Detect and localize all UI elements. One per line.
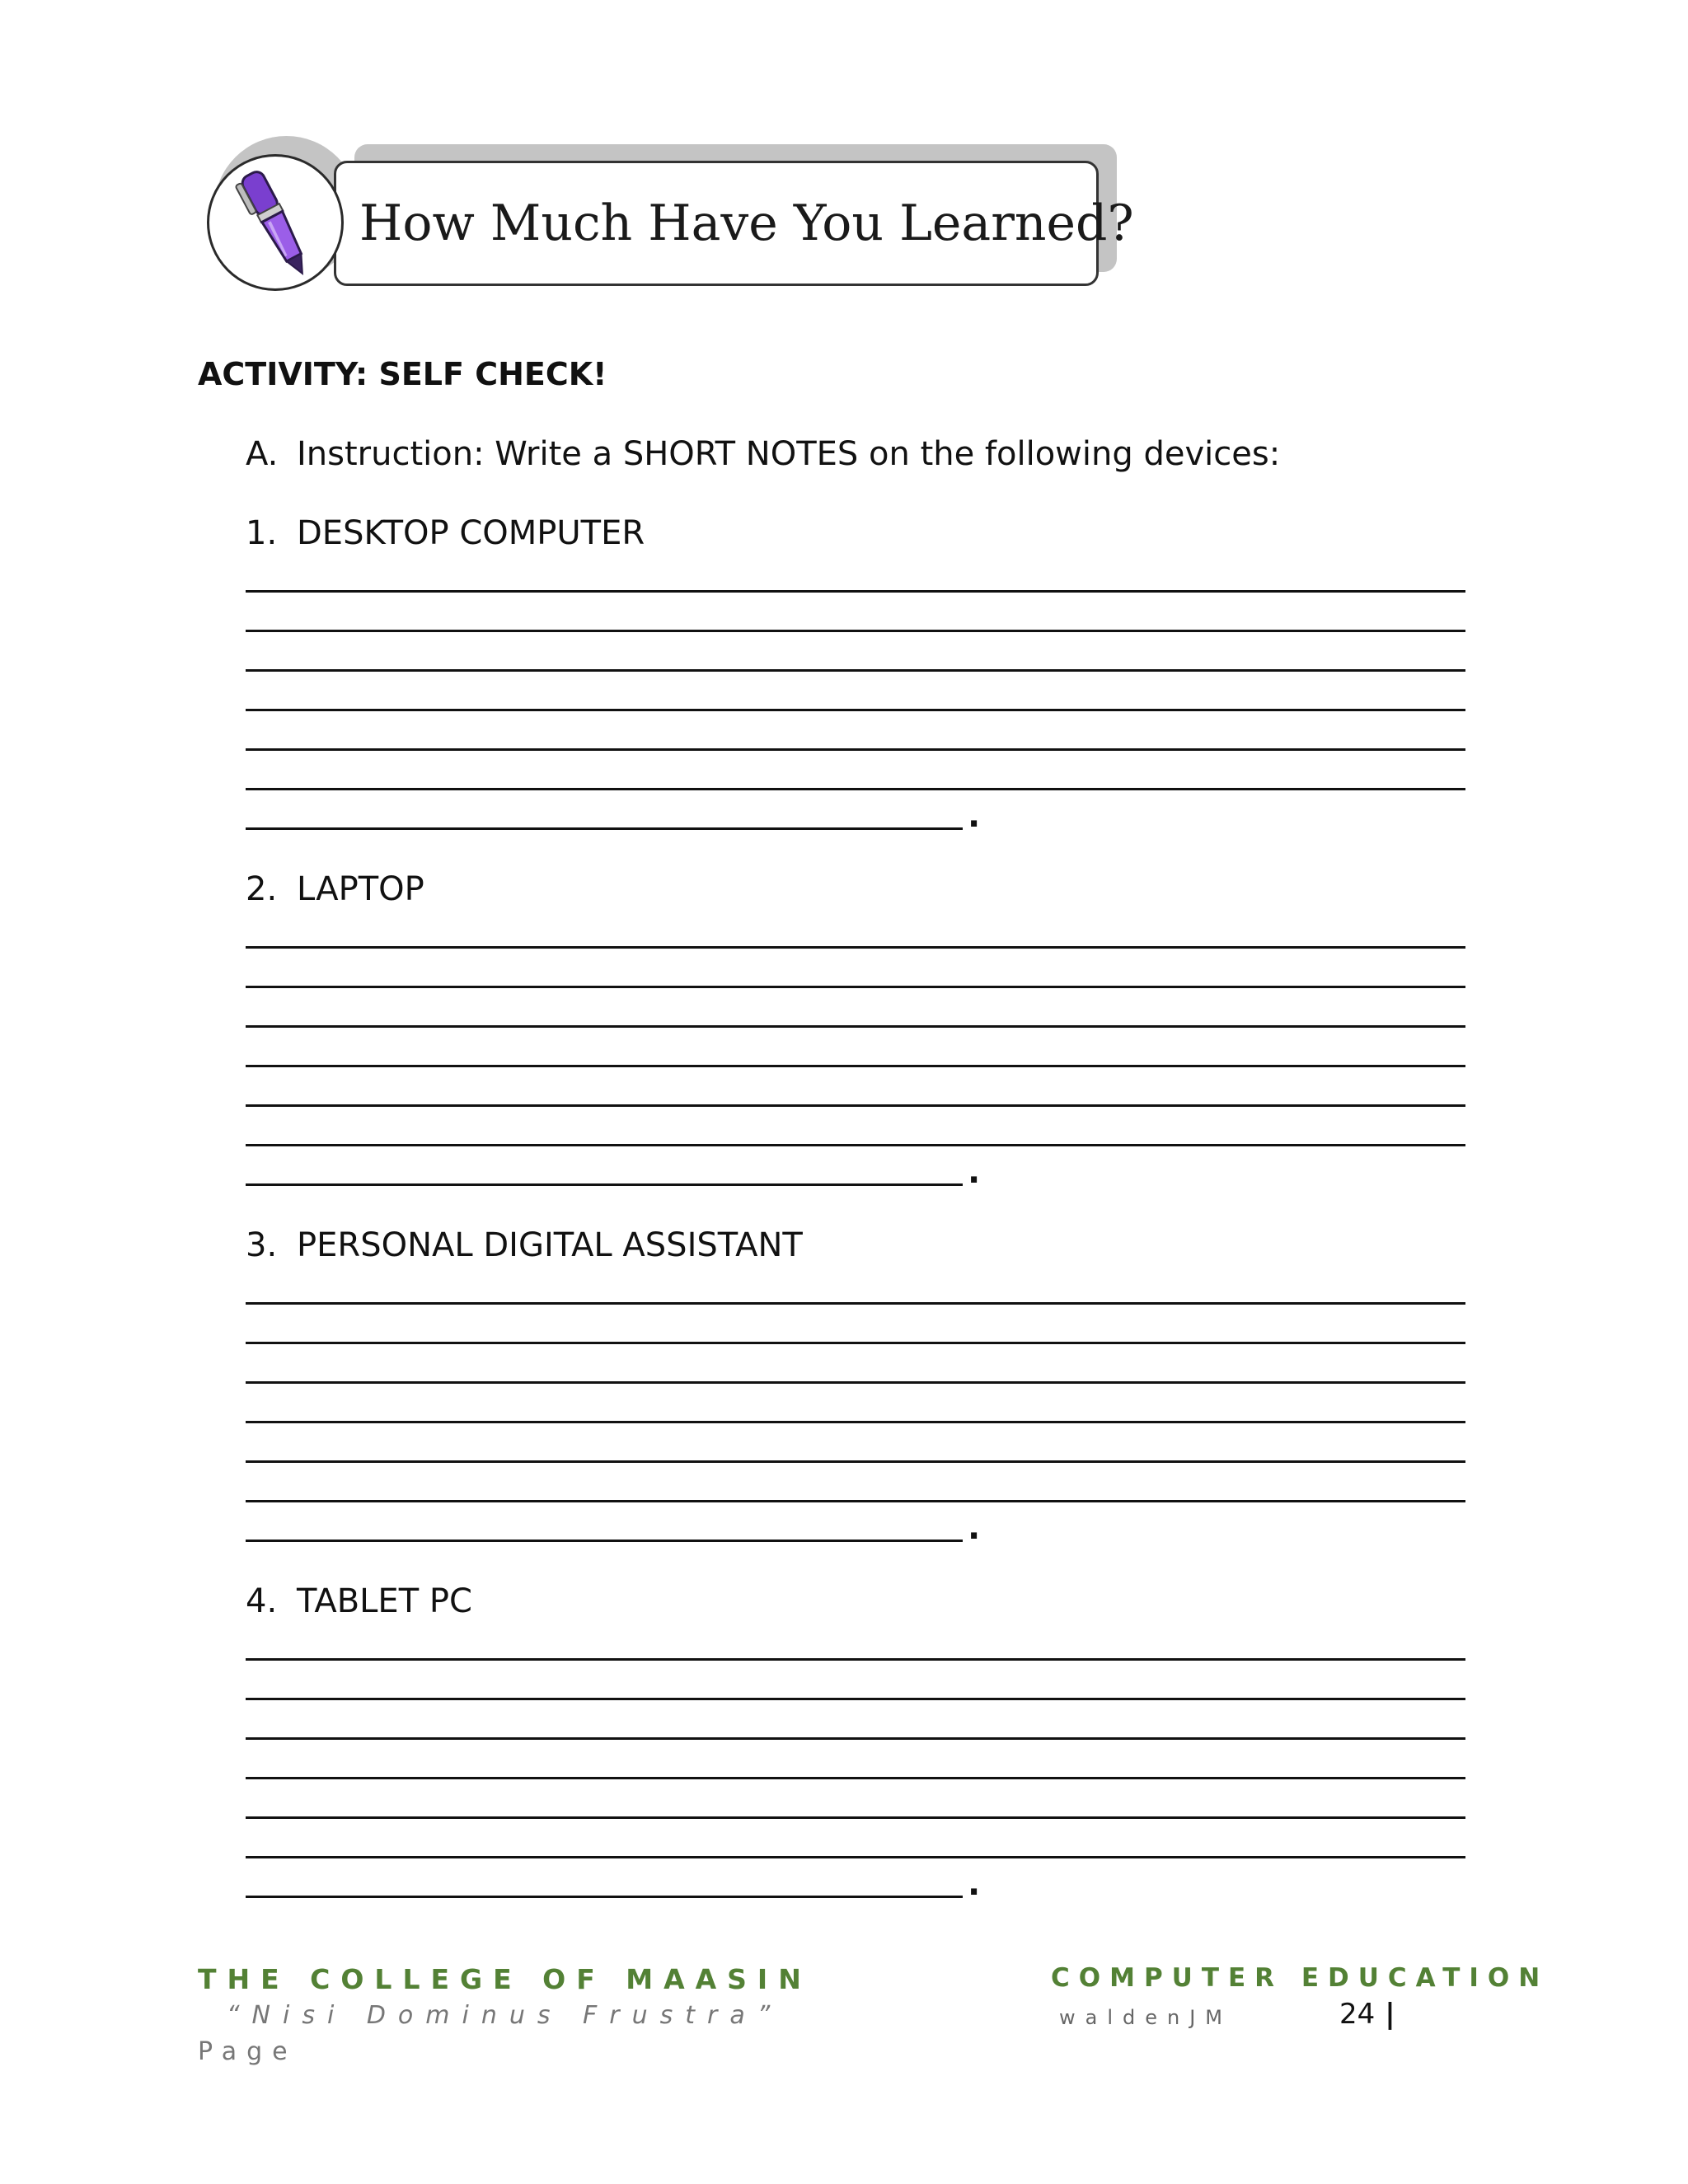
answer-line-last[interactable] — [246, 827, 963, 830]
answer-line[interactable] — [246, 1381, 1465, 1384]
instruction-text: Instruction: Write a SHORT NOTES on the following devices: — [297, 435, 1281, 473]
answer-line[interactable] — [246, 748, 1465, 751]
answer-line[interactable] — [246, 1342, 1465, 1344]
end-period: . — [968, 797, 981, 835]
answer-line[interactable] — [246, 709, 1465, 711]
item-title — [246, 1223, 1465, 1268]
footer-department: COMPUTER EDUCATION — [1051, 1963, 1550, 1993]
item-number: 3. — [246, 1226, 278, 1264]
answer-line[interactable] — [246, 1104, 1465, 1107]
item-desktop-computer — [246, 511, 1465, 835]
answer-line-last[interactable] — [246, 1183, 963, 1186]
item-label: PERSONAL DIGITAL ASSISTANT — [297, 1226, 803, 1264]
footer-page-word: Page — [198, 2037, 298, 2066]
instruction-marker: A. — [246, 435, 279, 473]
answer-lines[interactable] — [246, 590, 1465, 835]
item-title — [246, 867, 1465, 912]
item-label: TABLET PC — [297, 1582, 472, 1620]
answer-line[interactable] — [246, 630, 1465, 632]
end-period: . — [968, 1153, 981, 1191]
answer-lines[interactable] — [246, 946, 1465, 1191]
section-banner — [202, 136, 1134, 301]
banner-title: How Much Have You Learned? — [359, 194, 1134, 252]
item-tablet-pc — [246, 1579, 1465, 1903]
item-label: DESKTOP COMPUTER — [297, 514, 645, 552]
answer-line[interactable] — [246, 669, 1465, 672]
answer-line[interactable] — [246, 1500, 1465, 1502]
page-separator: | — [1385, 1998, 1395, 2031]
item-number: 4. — [246, 1582, 278, 1620]
page-number — [1339, 1998, 1395, 2031]
end-period: . — [968, 1509, 981, 1547]
answer-line[interactable] — [246, 1856, 1465, 1858]
answer-line[interactable] — [246, 590, 1465, 593]
footer-school-name: THE COLLEGE OF MAASIN — [198, 1963, 812, 1995]
answer-line-last[interactable] — [246, 1896, 963, 1898]
banner-icon-circle — [207, 154, 344, 291]
answer-line[interactable] — [246, 1302, 1465, 1305]
page-number-value: 24 — [1339, 1998, 1376, 2031]
answer-line-last[interactable] — [246, 1540, 963, 1542]
footer-motto: “Nisi Dominus Frustra” — [227, 2001, 783, 2030]
answer-line[interactable] — [246, 986, 1465, 988]
footer-author: waldenJM — [1059, 2006, 1232, 2029]
item-personal-digital-assistant — [246, 1223, 1465, 1547]
answer-line[interactable] — [246, 1025, 1465, 1028]
answer-lines[interactable] — [246, 1302, 1465, 1547]
answer-line[interactable] — [246, 788, 1465, 790]
answer-line[interactable] — [246, 946, 1465, 949]
pen-icon — [209, 157, 341, 288]
answer-line[interactable] — [246, 1144, 1465, 1146]
answer-line[interactable] — [246, 1777, 1465, 1779]
answer-line[interactable] — [246, 1065, 1465, 1067]
answer-line[interactable] — [246, 1460, 1465, 1463]
instruction — [246, 435, 1280, 473]
item-title — [246, 511, 1465, 555]
end-period: . — [968, 1865, 981, 1903]
answer-lines[interactable] — [246, 1658, 1465, 1903]
item-label: LAPTOP — [297, 870, 424, 908]
item-laptop — [246, 867, 1465, 1191]
answer-line[interactable] — [246, 1421, 1465, 1423]
item-number: 2. — [246, 870, 278, 908]
item-title — [246, 1579, 1465, 1624]
activity-heading: ACTIVITY: SELF CHECK! — [198, 356, 607, 392]
banner-title-box — [334, 161, 1134, 286]
answer-line[interactable] — [246, 1658, 1465, 1661]
answer-line[interactable] — [246, 1737, 1465, 1740]
answer-line[interactable] — [246, 1816, 1465, 1819]
answer-line[interactable] — [246, 1698, 1465, 1700]
item-number: 1. — [246, 514, 278, 552]
